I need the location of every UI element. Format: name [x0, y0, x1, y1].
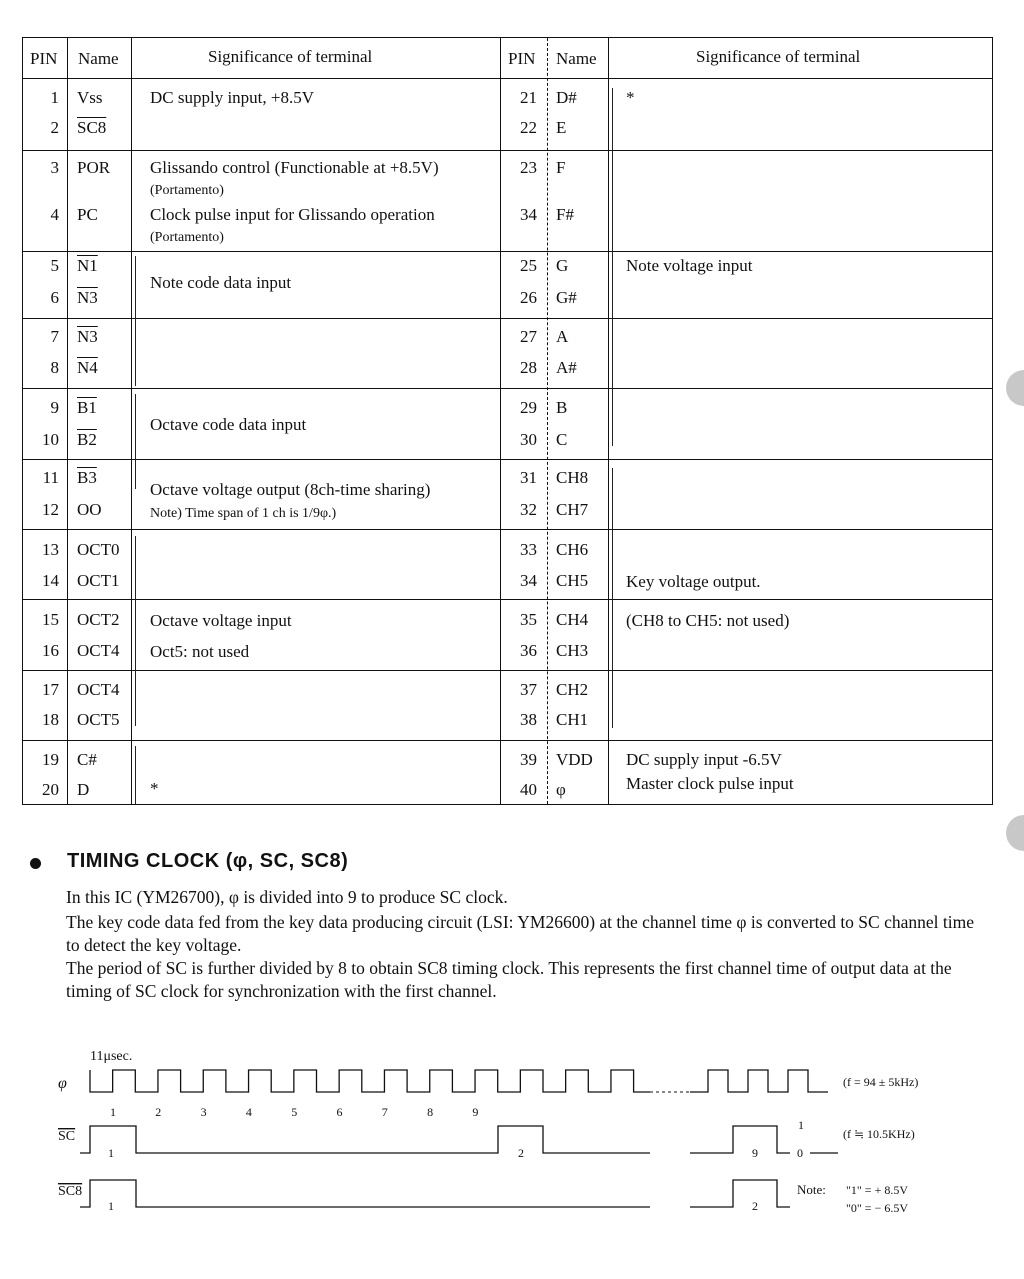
right-pin-name: CH7 [556, 500, 589, 519]
left-pin-name: B2 [77, 430, 97, 449]
sc8-label-2: 2 [752, 1199, 758, 1213]
desc-phi: Master clock pulse input [626, 774, 794, 793]
bullet-icon [30, 858, 41, 869]
header-significance-right: Significance of terminal [696, 47, 861, 66]
header-pin-right: PIN [508, 49, 536, 68]
left-pin-name: C# [77, 750, 97, 769]
desc-note-voltage: Note voltage input [626, 256, 753, 275]
right-pin-name: A [556, 327, 569, 346]
desc-ch-not-used: (CH8 to CH5: not used) [626, 611, 790, 630]
right-pin-name: G [556, 256, 569, 275]
phi-wave-segment-1 [90, 1070, 650, 1092]
sc-waveform [80, 1126, 838, 1153]
right-pin-name: CH1 [556, 710, 589, 729]
right-pin-name: E [556, 118, 567, 137]
left-pin-number: 1 [50, 88, 59, 107]
right-pin-number: 28 [520, 358, 537, 377]
phi-count-2: 2 [155, 1105, 162, 1119]
left-pin-name: OCT1 [77, 571, 120, 590]
phi-count-8: 8 [427, 1105, 434, 1119]
left-pin-number: 20 [42, 780, 59, 799]
phi-count-4: 4 [245, 1105, 252, 1119]
note-1-label: "1" = + 8.5V [846, 1183, 908, 1197]
desc-oct5: Oct5: not used [150, 642, 250, 661]
right-pin-name: VDD [556, 750, 593, 769]
right-pin-name: CH5 [556, 571, 589, 590]
left-pin-number: 10 [42, 430, 59, 449]
header-name-left: Name [78, 49, 119, 68]
left-pin-number: 9 [50, 398, 59, 417]
right-pin-number: 40 [520, 780, 537, 799]
right-pin-number: 33 [520, 540, 537, 559]
sc-wave-segment-2 [690, 1126, 790, 1153]
header-significance-left: Significance of terminal [208, 47, 373, 66]
right-pin-number: 22 [520, 118, 537, 137]
desc-asterisk-right: * [626, 88, 635, 107]
desc-note-code: Note code data input [150, 273, 292, 292]
freq-sc-label: (f ≒ 10.5KHz) [843, 1127, 915, 1141]
sc8-wave-segment-1 [80, 1180, 650, 1207]
level-high-label: 1 [798, 1118, 804, 1132]
brace-asterisk-left [135, 746, 142, 804]
timing-diagram [0, 1040, 1024, 1240]
note-label: Note: [797, 1182, 826, 1197]
left-pin-name: OCT5 [77, 710, 120, 729]
table-header-row [23, 38, 992, 79]
left-pin-number: 17 [42, 680, 59, 699]
right-pin-number: 34 [520, 571, 537, 590]
desc-pc-sub: (Portamento) [150, 230, 224, 245]
phi-count-5: 5 [291, 1105, 298, 1119]
signal-label-phi: φ [58, 1075, 67, 1092]
desc-vdd: DC supply input -6.5V [626, 750, 782, 769]
period-label: 11μsec. [90, 1049, 133, 1064]
desc-octave-out: Octave voltage output (8ch-time sharing) [150, 480, 431, 499]
phi-count-9: 9 [472, 1105, 479, 1119]
left-pin-number: 12 [42, 500, 59, 519]
right-pin-number: 30 [520, 430, 537, 449]
left-pin-number: 11 [42, 468, 59, 487]
left-pin-name: OCT4 [77, 680, 120, 699]
sc8-waveform [80, 1180, 790, 1207]
right-pin-number: 37 [520, 680, 537, 699]
paragraph-3: The period of SC is further divided by 8 to obtain SC8 timing clock. This represents the first channel time of output data at the timing of SC clock for synchronization with the first channel. [66, 958, 952, 1001]
desc-octave-code: Octave code data input [150, 415, 307, 434]
brace-octave-code [135, 394, 142, 489]
header-name-right: Name [556, 49, 597, 68]
left-pin-number: 13 [42, 540, 59, 559]
left-pin-number: 4 [50, 205, 59, 224]
right-pin-number: 32 [520, 500, 537, 519]
phi-wave-segment-2 [690, 1070, 828, 1092]
left-pin-name: SC8 [77, 118, 107, 137]
left-pin-number: 3 [50, 158, 59, 177]
right-pin-number: 36 [520, 641, 537, 660]
phi-waveform [90, 1070, 828, 1092]
header-pin-left: PIN [30, 49, 58, 68]
right-pin-number: 25 [520, 256, 537, 275]
freq-phi-label: (f = 94 ± 5kHz) [843, 1075, 919, 1089]
sc-label-9: 9 [752, 1146, 758, 1160]
desc-por: Glissando control (Functionable at +8.5V) [150, 158, 439, 177]
phi-count-6: 6 [336, 1105, 343, 1119]
left-pin-name: N1 [77, 256, 98, 275]
brace-octave-in [135, 536, 142, 726]
right-pin-number: 34 [520, 205, 537, 224]
left-pin-number: 19 [42, 750, 59, 769]
left-pin-name: OCT2 [77, 610, 120, 629]
right-pin-name: C [556, 430, 568, 449]
right-pin-name: CH6 [556, 540, 589, 559]
scroll-knob-upper [1006, 370, 1024, 406]
paragraph-1: In this IC (YM26700), φ is divided into 9 to produce SC clock. [66, 887, 508, 907]
brace-note-voltage [612, 88, 619, 446]
left-pin-name: N3 [77, 288, 98, 307]
right-pin-name: φ [556, 780, 566, 799]
sc-label-2: 2 [518, 1146, 524, 1160]
left-pin-number: 5 [50, 256, 59, 275]
right-pin-name: CH4 [556, 610, 589, 629]
left-pin-name: B3 [77, 468, 97, 487]
brace-key-voltage [612, 468, 619, 728]
desc-vss: DC supply input, +8.5V [150, 88, 315, 107]
phi-count-3: 3 [200, 1105, 207, 1119]
left-pin-name: OCT4 [77, 641, 120, 660]
right-pin-name: A# [556, 358, 577, 377]
sc-label-1: 1 [108, 1146, 114, 1160]
right-pin-name: CH3 [556, 641, 589, 660]
left-pin-name: OCT0 [77, 540, 120, 559]
sc-wave-segment-1 [80, 1126, 650, 1153]
right-pin-number: 23 [520, 158, 537, 177]
right-pin-name: D# [556, 88, 577, 107]
left-pin-name: D [77, 780, 90, 799]
left-pin-number: 6 [50, 288, 59, 307]
left-pin-number: 16 [42, 641, 59, 660]
left-pin-name: OO [77, 500, 102, 519]
brace-note-code [135, 256, 142, 386]
right-pin-name: G# [556, 288, 577, 307]
desc-por-sub: (Portamento) [150, 183, 224, 198]
scroll-knob-lower [1006, 815, 1024, 851]
left-pin-name: N3 [77, 327, 98, 346]
section-heading: TIMING CLOCK (φ, SC, SC8) [67, 850, 349, 872]
desc-key-voltage: Key voltage output. [626, 572, 761, 591]
phi-count-7: 7 [381, 1105, 388, 1119]
desc-octave-out-note: Note) Time span of 1 ch is 1/9φ.) [150, 506, 337, 521]
left-pin-number: 14 [42, 571, 59, 590]
right-pin-number: 26 [520, 288, 537, 307]
right-pin-number: 31 [520, 468, 537, 487]
right-pin-number: 27 [520, 327, 537, 346]
left-pin-number: 15 [42, 610, 59, 629]
right-pin-number: 21 [520, 88, 537, 107]
left-pin-name: N4 [77, 358, 98, 377]
right-pin-number: 38 [520, 710, 537, 729]
signal-label-sc8: SC8 [58, 1184, 83, 1199]
paragraph-2: The key code data fed from the key data producing circuit (LSI: YM26600) at the channel time φ is converted to SC channel time to detect the key voltage. [66, 912, 974, 955]
left-pin-name: B1 [77, 398, 97, 417]
signal-label-sc: SC [58, 1129, 76, 1144]
right-pin-number: 29 [520, 398, 537, 417]
sc8-label-1: 1 [108, 1199, 114, 1213]
desc-pc: Clock pulse input for Glissando operation [150, 205, 435, 224]
left-pin-number: 2 [50, 118, 59, 137]
desc-octave-in: Octave voltage input [150, 611, 292, 630]
right-pin-name: CH2 [556, 680, 589, 699]
desc-asterisk-left: * [150, 779, 159, 798]
right-pin-name: B [556, 398, 568, 417]
right-pin-name: F [556, 158, 566, 177]
phi-count-labels [110, 1105, 478, 1119]
right-pin-number: 35 [520, 610, 537, 629]
pin-table [22, 37, 993, 805]
note-0-label: "0" = − 6.5V [846, 1201, 908, 1215]
left-pin-number: 8 [50, 358, 59, 377]
left-pin-name: POR [77, 158, 111, 177]
left-pin-number: 18 [42, 710, 59, 729]
sc8-wave-segment-2 [690, 1180, 790, 1207]
right-pin-name: CH8 [556, 468, 589, 487]
left-pin-number: 7 [50, 327, 59, 346]
level-low-label: 0 [797, 1146, 803, 1160]
right-pin-number: 39 [520, 750, 537, 769]
phi-count-1: 1 [110, 1105, 116, 1119]
left-pin-name: PC [77, 205, 98, 224]
left-pin-name: Vss [77, 88, 103, 107]
right-pin-name: F# [556, 205, 574, 224]
